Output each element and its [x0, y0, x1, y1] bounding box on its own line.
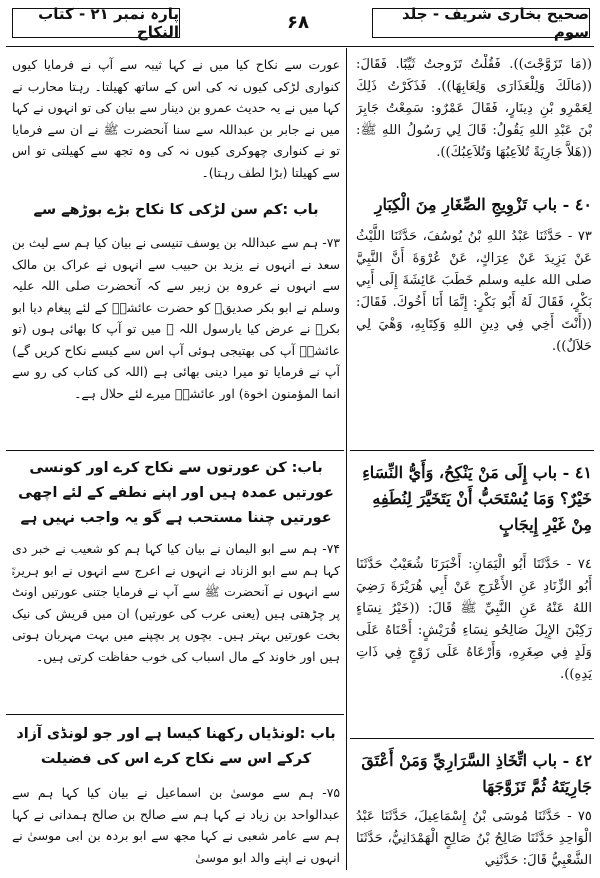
urdu-column	[12, 54, 340, 870]
arabic-heading-40: ٤٠ - باب تَزْوِيجِ الصِّغَارِ مِنَ الْكِبَارِ	[374, 195, 592, 214]
urdu-heading-40: باب :کم سن لڑکی کا نکاح بڑے بوڑھے سے	[33, 202, 319, 218]
arabic-intro-text: ((مَا تَزَوَّجْتَ)). فَقُلْتُ تَزَوجتُ ثَيِّبًا. فَقَالَ: ((مَالَكَ وَلِلْعَذَارَى وَلِعَابِهَا)). فَذَكَرْتُ ذَلِكَ لِعَمْرِو بْنِ دِينَارٍ، فَقَالَ عَمْرٌو: سَمِعْتُ جَابِرَ بْنَ عَبْدِ اللهِ يَقُولُ: قَالَ لِي رَسُولُ اللهِ ﷺ: ((هَلاَّ جَارِيَةً تُلاَعِبُهَا وَتُلاَعِبُكَ)).	[356, 57, 592, 160]
urdu-hadith-73: ۷۳- ہم سے عبداللہ بن یوسف تنیسی نے بیان کیا ہم سے لیث بن سعد نے انہوں نے یزید بن حبیب سے انہوں نے عراک بن مالک سے انہوں نے عروہ بن زبیر سے کہ آنحضرت صلی اللہ علیہ وسلم نے ابو بکر صدیقؓ کو حضرت عائشہؓ کے لئے پیغام دیا ابو بکرؓ نے عرض کیا یارسول اللہ ﷺ میں تو آپ کا بھائی ہوں (تو عائشہؓ آپ کی بھتیجی ہوئی آپ اس سے کیسے نکاح کریں گے) آپ نے فرمایا تو میرا دینی بھائی ہے (اللہ کی کتاب کی رو سے انما المؤمنون اخوة) اور عائشہؓ میرے لئے حلال ہے۔	[12, 235, 340, 401]
arabic-section-separator	[350, 450, 594, 451]
urdu-intro-text: عورت سے نکاح کیا میں نے کہا ثیبہ سے آپ نے فرمایا کیوں کنواری لڑکی کیوں نہ کی اس کے ساتھ کھیلتا۔ رہتا محارب نے کہا میں نے یہ حدیث عمرو بن دینار سے بیان کی تو انہوں نے کہا میں نے جابر بن عبداللہ سے سنا آنحضرت ﷺ نے ان سے فرمایا تو نے کنواری چھوکری کیوں نہ کی وہ تجھ سے کھیلتی تو اس سے کھیلتا (بڑا لطف رہتا)۔	[12, 57, 340, 180]
urdu-hadith-74: ۷۴- ہم سے ابو الیمان نے بیان کیا کہا ہم کو شعیب نے خبر دی کہا ہم سے ابو الزناد نے انہوں نے اعرج سے انہوں نے ابو ہریرہؓ سے انہوں نے آنحضرت ﷺ سے آپ نے فرمایا جتنی عورتیں اونٹ پر چڑھتی ہیں (یعنی عرب کی عورتیں) ان میں قریش کی نیک بخت عورتیں بہتر ہیں۔ بچوں پر بچپنے میں بہت مہربان ہوتی ہیں اور خاوند کے مال اسباب کی خوب حفاظت کرتی ہیں۔	[12, 541, 340, 664]
arabic-hadith-74: ٧٤ - حَدَّثَنَا أَبُو الْيَمَانِ: أَخْبَرَنَا شُعَيْبٌ حَدَّثَنَا أَبُو الزِّنَادِ عَنِ الأَعْرَجِ عَنْ أَبِي هُرَيْرَةَ رَضِيَ اللهُ عَنْهُ عَنِ النَّبِيِّ ﷺ قَالَ: ((خَيْرُ نِسَاءٍ رَكِبْنَ الإِبِلَ صَالِحُو نِسَاءِ قُرَيْشٍ: أَحْنَاهُ عَلَى وَلَدٍ فِي صِغَرِهِ، وَأَرْعَاهُ عَلَى زَوْجٍ فِي ذَاتِ يَدِهِ)).	[356, 557, 592, 682]
arabic-heading-41: ٤١ - باب إِلَى مَنْ يَنْكِحُ، وَأَيُّ النِّسَاءِ خَيْرٌ؟ وَمَا يُسْتَحَبُّ أَنْ يَتَخَيَّرَ لِنُطَفِهِ مِنْ غَيْرِ إِيجَابٍ	[362, 463, 592, 534]
arabic-section-separator	[350, 738, 594, 739]
header-divider	[6, 46, 594, 47]
urdu-heading-42: باب :لونڈیاں رکھنا کیسا ہے اور جو لونڈی آزاد کرکے اس سے نکاح کرے اس کی فضیلت	[16, 726, 336, 767]
arabic-heading-42: ٤٢ - باب اتِّخَاذِ السَّرَارِيِّ وَمَنْ أَعْتَقَ جَارِيَتَهُ ثُمَّ تَزَوَّجَهَا	[361, 751, 592, 796]
column-divider	[346, 48, 347, 870]
page-number: ۶۸	[287, 12, 309, 33]
book-title: صحیح بخاری شریف - جلد سوم	[372, 8, 590, 38]
arabic-hadith-73: ٧٣ - حَدَّثَنَا عَبْدُ اللهِ بْنُ يُوسُفَ، حَدَّثَنَا اللَّيْثُ عَنْ يَزِيدَ عَنْ عِرَاكٍ، عَنْ عُرْوَةَ أَنَّ النَّبِيَّ صلى الله عليه وسلم خَطَبَ عَائِشَةَ إِلَى أَبِي بَكْرٍ، فَقَالَ لَهُ أَبُو بَكْرٍ: إِنَّمَا أَنَا أَخُوكَ. فَقَالَ: ((أَنْتَ أَخِي فِي دِينِ اللهِ وَكِتَابِهِ، وَهْيَ لِي حَلاَلٌ)).	[356, 229, 592, 354]
arabic-hadith-75: ٧٥ - حَدَّثَنَا مُوسَى بْنُ إِسْمَاعِيلَ، حَدَّثَنَا عَبْدُ الْوَاحِدِ حَدَّثَنَا صَالِحُ بْنُ صَالِحٍ الْهَمْدَانِيُّ، حَدَّثَنَا الشَّعْبِيُّ قَالَ: حَدَّثَنِي	[356, 809, 592, 868]
page-header	[6, 4, 594, 48]
urdu-section-separator	[6, 450, 344, 451]
chapter-label: پارہ نمبر ۲۱ - کتاب النکاح	[12, 8, 180, 38]
urdu-section-separator	[6, 714, 344, 715]
urdu-hadith-75: ۷۵- ہم سے موسیٰ بن اسماعیل نے بیان کیا کہا ہم سے عبدالواحد بن زیاد نے کہا ہم سے صالح بن صالح ہمدانی نے کہا ہم سے عامر شعبی نے کہا مجھ سے ابو بردہ بن ابی موسیٰ نے انہوں نے اپنے والد ابو موسیٰ	[12, 785, 340, 865]
arabic-column	[356, 54, 592, 870]
book-page	[6, 4, 594, 870]
urdu-heading-41: باب: کن عورتوں سے نکاح کرے اور کونسی عورتیں عمدہ ہیں اور اپنے نطفے کے لئے اچھی عورتیں چننا مستحب ہے گو یہ واجب نہیں ہے	[18, 460, 334, 526]
